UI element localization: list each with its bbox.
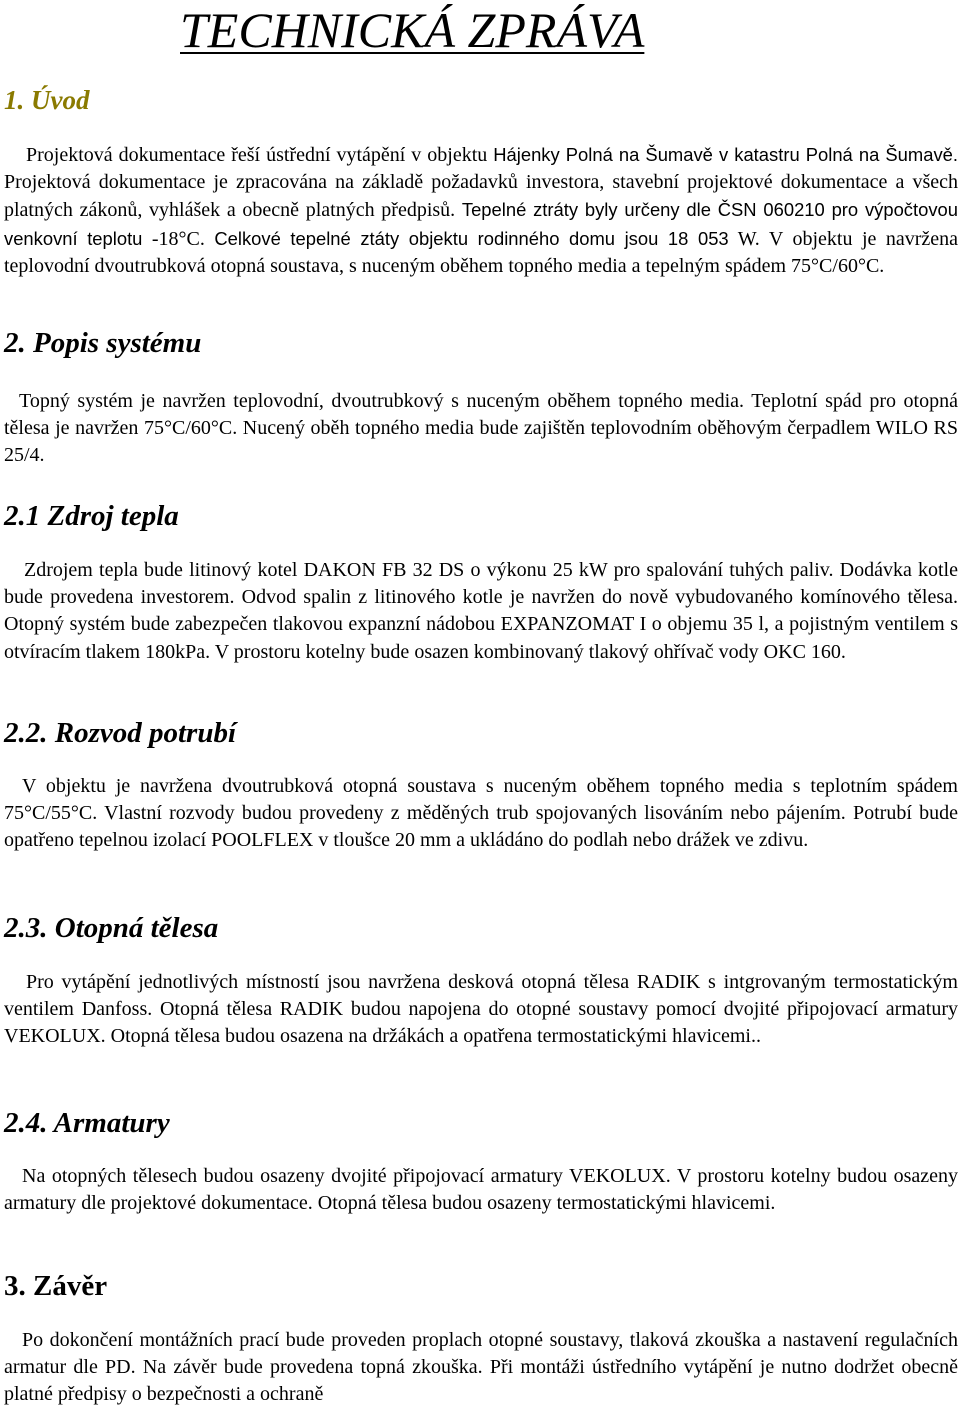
piping-paragraph: V objektu je navržena dvoutrubková otopná soustava s nuceným oběhem topného media s teplotním spádem 75°C/55°C. Vlastní rozvody budou provedeny z měděných trub spojovaných lisováním nebo pájením. Potrubí bude opatřeno tepelnou izolací POOLFLEX v tloušce 20 mm a ukládáno do podlah nebo drážek ve zdivu. xyxy=(4,775,958,852)
intro-text-5: -18°C. xyxy=(142,227,215,250)
section-heading-radiators: 2.3. Otopná tělesa xyxy=(4,912,219,944)
intro-text-7: W. V objektu je navržena teplovodní dvoutrubková otopná soustava, s nuceným oběhem topného media a tepelným spádem 75°C/60°C. xyxy=(4,227,959,277)
section-heading-fittings: 2.4. Armatury xyxy=(4,1107,170,1139)
heat-source-paragraph: Zdrojem tepla bude litinový kotel DAKON FB 32 DS o výkonu 25 kW pro spalování tuhých paliv. Dodávka kotle bude provedena investorem. Odvod spalin z litinového kotle je navržen do nově vybudovaného komínového tělesa. Otopný systém bude zabezpečen tlakovou expanzní nádobou EXPANZOMAT I o objemu 35 l, a pojistným ventilem s otvíracím tlakem 180kPa. V prostoru kotelny bude osazen kombinovaný tlakový ohřívač vody OKC 160. xyxy=(4,559,958,663)
section-heading-piping: 2.2. Rozvod potrubí xyxy=(4,717,237,749)
intro-text-2: Hájenky Polná na Šumavě v katastru Polná na Šumavě. xyxy=(493,144,958,165)
intro-text-1: Projektová dokumentace řeší ústřední vytápění v objektu xyxy=(26,144,494,166)
intro-text-6: Celkové tepelné ztáty objektu rodinného domu jsou 18 053 xyxy=(214,227,729,249)
radiators-paragraph: Pro vytápění jednotlivých místností jsou navržena desková otopná tělesa RADIK s intgrovaným termostatickým ventilem Danfoss. Otopná tělesa RADIK budou napojena do otopné soustavy pomocí dvojité připojovací armatury VEKOLUX. Otopná tělesa budou osazena na držákách a opatřena termostatickými hlavicemi.. xyxy=(4,971,958,1048)
section-heading-conclusion: 3. Závěr xyxy=(4,1270,108,1302)
system-paragraph: Topný systém je navržen teplovodní, dvoutrubkový s nuceným oběhem topného media. Teplotní spád pro otopná tělesa je navržen 75°C/60°C. Nucený oběh topného media bude zajištěn teplovodním oběhovým čerpadlem WILO RS 25/4. xyxy=(4,390,958,467)
intro-paragraph xyxy=(4,141,958,280)
fittings-paragraph: Na otopných tělesech budou osazeny dvojité připojovací armatury VEKOLUX. V prostoru kotelny budou osazeny armatury dle projektové dokumentace. Otopná tělesa budou osazeny termostatickými hlavicemi. xyxy=(4,1165,958,1215)
conclusion-paragraph: Po dokončení montážních prací bude proveden proplach otopné soustavy, tlaková zkouška a nastavení regulačních armatur dle PD. Na závěr bude provedena topná zkouška. Při montáži ústředního vytápění je nutno dodržet obecně platné předpisy o bezpečnosti a ochraně xyxy=(4,1329,958,1406)
section-heading-intro: 1. Úvod xyxy=(4,85,90,115)
intro-text-4: Tepelné ztráty byly určeny dle ČSN 060210 pro výpočtovou venkovní teplotu xyxy=(4,199,958,249)
section-heading-system: 2. Popis systému xyxy=(4,327,202,359)
intro-text-3: Projektová dokumentace je zpracována na základě požadavků investora, stavební projektové dokumentace a všech platných zákonů, vyhlášek a obecně platných předpisů. xyxy=(4,171,958,222)
section-heading-heat-source: 2.1 Zdroj tepla xyxy=(4,500,179,532)
document-title: TECHNICKÁ ZPRÁVA xyxy=(180,2,645,58)
